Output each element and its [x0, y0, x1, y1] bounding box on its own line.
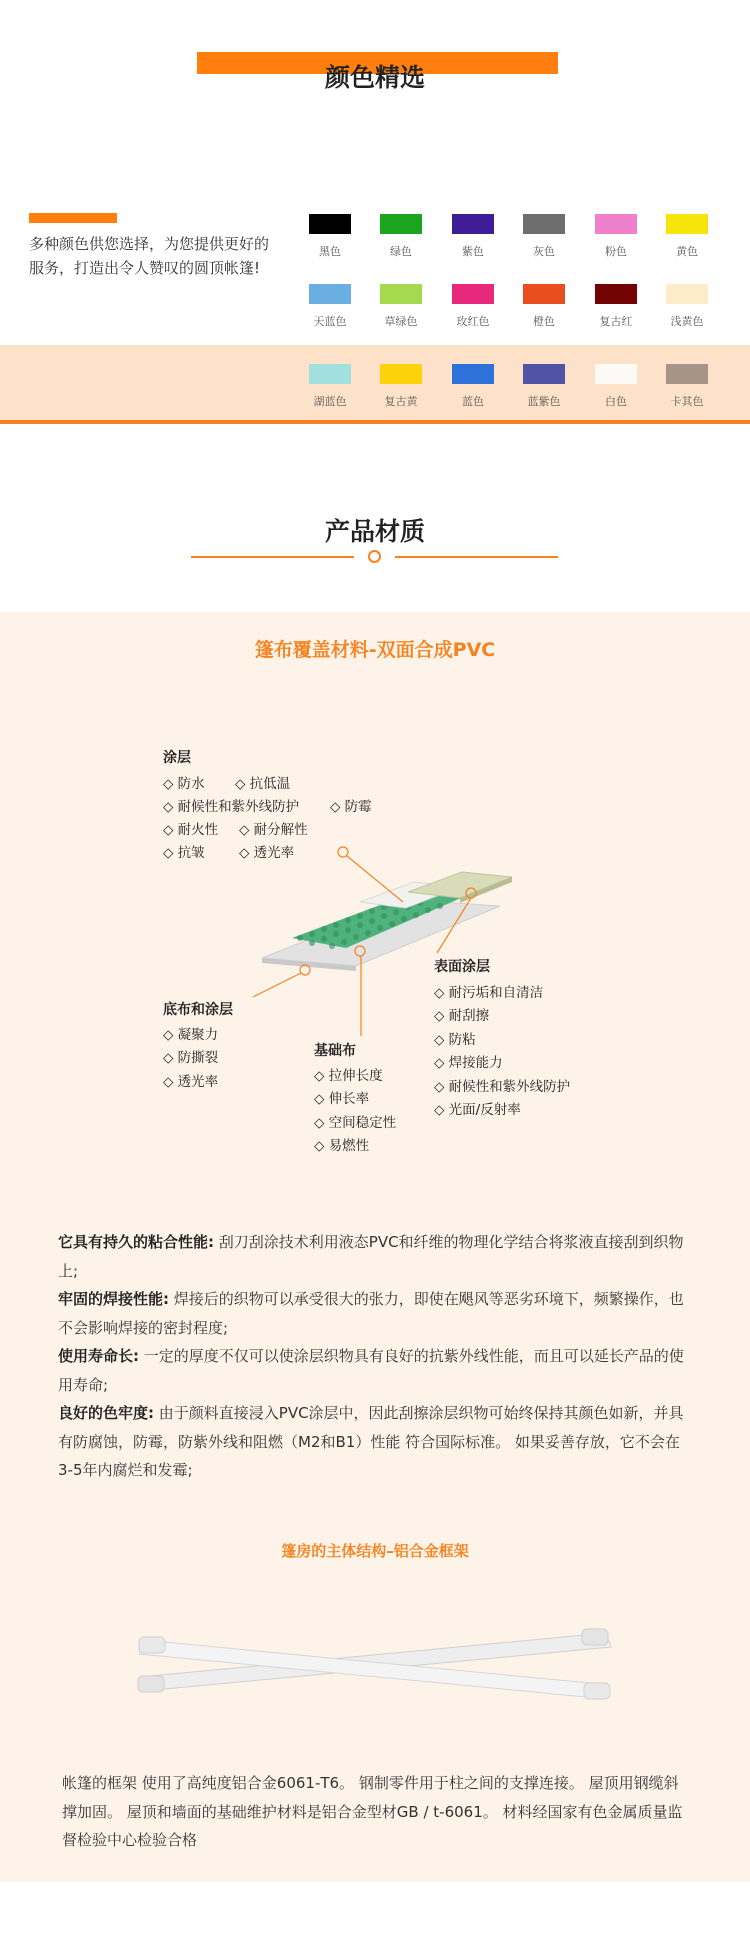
color-swatch-label: 粉色	[605, 245, 627, 258]
feature-text: 刮刀刮涂技术利用液态PVC和纤维的物理化学结合将浆液直接刮到织物上;	[58, 1233, 684, 1280]
coating-item: ◇ 防水	[163, 776, 205, 792]
color-swatch-label: 复古红	[599, 315, 633, 328]
color-swatch-label: 黑色	[319, 245, 341, 258]
section-title-material: 产品材质	[324, 517, 425, 546]
feature-paragraph	[58, 1228, 688, 1285]
coating-heading: 涂层	[163, 750, 191, 766]
section-title-colors: 颜色精选	[324, 63, 425, 92]
coating-item: ◇ 抗低温	[235, 776, 291, 792]
material-features	[58, 1228, 688, 1485]
color-swatch-label: 灰色	[533, 245, 555, 258]
coating-item: ◇ 耐候性和紫外线防护	[163, 799, 300, 815]
base-coat-item: ◇ 凝聚力	[163, 1027, 219, 1043]
surface-coat-item: ◇ 耐刮擦	[434, 1008, 490, 1024]
base-coat-item: ◇ 透光率	[163, 1074, 219, 1090]
base-coat-heading: 底布和涂层	[163, 1002, 233, 1018]
base-fabric-heading: 基础布	[314, 1043, 356, 1059]
color-swatch-label: 天蓝色	[313, 315, 347, 328]
frame-title: 篷房的主体结构–铝合金框架	[281, 1542, 469, 1560]
feature-text: 一定的厚度不仅可以使涂层织物具有良好的抗紫外线性能，而且可以延长产品的使用寿命;	[58, 1347, 684, 1394]
feature-label: 良好的色牢度:	[58, 1404, 154, 1422]
coating-item: ◇ 耐分解性	[239, 822, 308, 838]
feature-text: 焊接后的织物可以承受很大的张力，即使在飓风等恶劣环境下，频繁操作，也不会影响焊接的密封程度;	[58, 1290, 684, 1337]
feature-label: 牢固的焊接性能:	[58, 1290, 169, 1308]
surface-coat-item: ◇ 耐污垢和自清洁	[434, 985, 544, 1001]
color-swatch-label: 卡其色	[670, 395, 704, 408]
surface-coat-item: ◇ 防粘	[434, 1032, 476, 1048]
aluminum-frame-rods	[138, 1629, 611, 1699]
surface-coat-item: ◇ 焊接能力	[434, 1055, 503, 1071]
feature-text: 由于颜料直接浸入PVC涂层中，因此刮擦涂层织物可始终保持其颜色如新，并具有防腐蚀，防霉，防紫外线和阻燃（M2和B1）性能 符合国际标准。 如果妥善存放，它不会在3-5年内腐烂和发霉;	[58, 1404, 684, 1479]
color-swatch-label: 绿色	[390, 245, 412, 258]
color-swatch-label: 浅黄色	[670, 315, 704, 328]
surface-coat-item: ◇ 光面/反射率	[434, 1102, 521, 1118]
color-swatch-label: 橙色	[533, 315, 555, 328]
color-swatch-label: 蓝紫色	[527, 395, 561, 408]
color-swatch-label: 紫色	[462, 245, 484, 258]
frame-description: 帐篷的框架 使用了高纯度铝合金6061-T6。 钢制零件用于柱之间的支撑连接。 屋顶用钢缆斜撑加固。 屋顶和墙面的基础维护材料是铝合金型材GB / t-6061。 材料经国家有色金属质量监督检验中心检验合格	[62, 1774, 683, 1849]
color-swatch-label: 蓝色	[462, 395, 484, 408]
base-coat-item: ◇ 防撕裂	[163, 1050, 219, 1066]
surface-coat-item: ◇ 耐候性和紫外线防护	[434, 1079, 571, 1095]
base-fabric-item: ◇ 伸长率	[314, 1091, 370, 1107]
color-swatch-label: 湖蓝色	[313, 395, 347, 408]
coating-item: ◇ 抗皱	[163, 845, 205, 861]
color-swatch-label: 复古黄	[384, 395, 418, 408]
coating-item: ◇ 防霉	[330, 799, 372, 815]
feature-paragraph	[58, 1399, 688, 1485]
colors-description: 多种颜色供您选择，为您提供更好的服务，打造出令人赞叹的圆顶帐篷!	[29, 235, 270, 277]
color-swatch-label: 黄色	[676, 245, 698, 258]
feature-paragraph	[58, 1342, 688, 1399]
base-fabric-item: ◇ 易燃性	[314, 1138, 370, 1154]
feature-paragraph	[58, 1285, 688, 1342]
color-swatch-label: 玫红色	[456, 315, 490, 328]
base-fabric-item: ◇ 拉伸长度	[314, 1068, 383, 1084]
coating-item: ◇ 耐火性	[163, 822, 219, 838]
color-swatch-label: 白色	[605, 395, 627, 408]
pvc-material-title: 篷布覆盖材料-双面合成PVC	[254, 639, 496, 661]
color-swatch-label: 草绿色	[384, 315, 418, 328]
feature-label: 它具有持久的粘合性能:	[58, 1233, 214, 1251]
surface-coat-heading: 表面涂层	[434, 959, 490, 975]
feature-label: 使用寿命长:	[58, 1347, 139, 1365]
coating-item: ◇ 透光率	[239, 845, 295, 861]
base-fabric-item: ◇ 空间稳定性	[314, 1115, 397, 1131]
